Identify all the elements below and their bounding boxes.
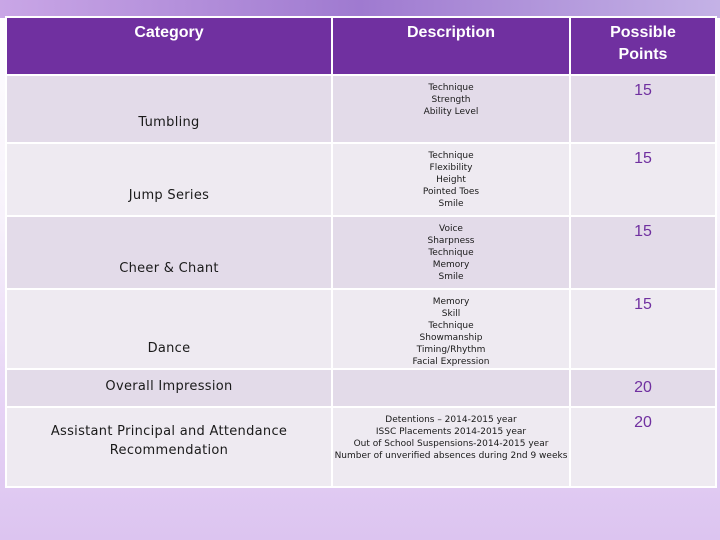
description-cell [332,289,570,369]
description-line: Sharpness [427,236,475,246]
table-row [6,369,716,407]
description-line: Technique [428,248,474,258]
description-line: Technique [428,83,474,93]
description-line: Flexibility [429,163,473,173]
table-row [6,143,716,216]
points-cell: 15 [570,216,716,289]
table-row [6,75,716,143]
category-cell: Tumbling [6,75,332,143]
description-line: Technique [428,321,474,331]
description-line: Memory [432,260,470,270]
description-cell [332,143,570,216]
description-cell [332,216,570,289]
description-line: Detentions – 2014-2015 year [385,415,517,425]
category-cell: Cheer & Chant [6,216,332,289]
category-cell: Jump Series [6,143,332,216]
description-cell [332,407,570,487]
category-cell: Overall Impression [6,369,332,407]
points-cell: 15 [570,143,716,216]
description-line: Pointed Toes [422,187,480,197]
description-line: Timing/Rhythm [416,345,486,355]
description-line: Skill [441,309,461,319]
category-line: Recommendation [109,443,229,458]
points-cell: 20 [570,407,716,487]
points-cell: 15 [570,75,716,143]
description-line: Number of unverified absences during 2nd 9 weeks [334,451,568,461]
points-cell: 15 [570,289,716,369]
description-line: Smile [438,272,464,282]
description-line: Strength [431,95,471,105]
header-category: Category [6,17,332,75]
description-line: Ability Level [423,107,479,117]
table-row [6,216,716,289]
description-line: Showmanship [419,333,483,343]
description-line: Smile [438,199,464,209]
description-line: Out of School Suspensions-2014-2015 year [353,439,549,449]
header-possible-points [570,17,716,75]
header-description: Description [332,17,570,75]
description-line: Voice [439,224,463,234]
description-line: Memory [432,297,470,307]
header-points-line2: Points [618,46,668,63]
rubric-table [5,16,717,488]
description-line: Height [436,175,466,185]
description-cell [332,369,570,407]
category-cell [6,407,332,487]
description-cell [332,75,570,143]
description-line: Facial Expression [412,357,490,367]
description-line: ISSC Placements 2014-2015 year [375,427,527,437]
points-cell: 20 [570,369,716,407]
header-row [6,17,716,75]
header-points-line1: Possible [610,24,676,41]
table-row [6,289,716,369]
category-cell: Dance [6,289,332,369]
category-line: Assistant Principal and Attendance [50,424,288,439]
table-row [6,407,716,487]
description-line: Technique [428,151,474,161]
